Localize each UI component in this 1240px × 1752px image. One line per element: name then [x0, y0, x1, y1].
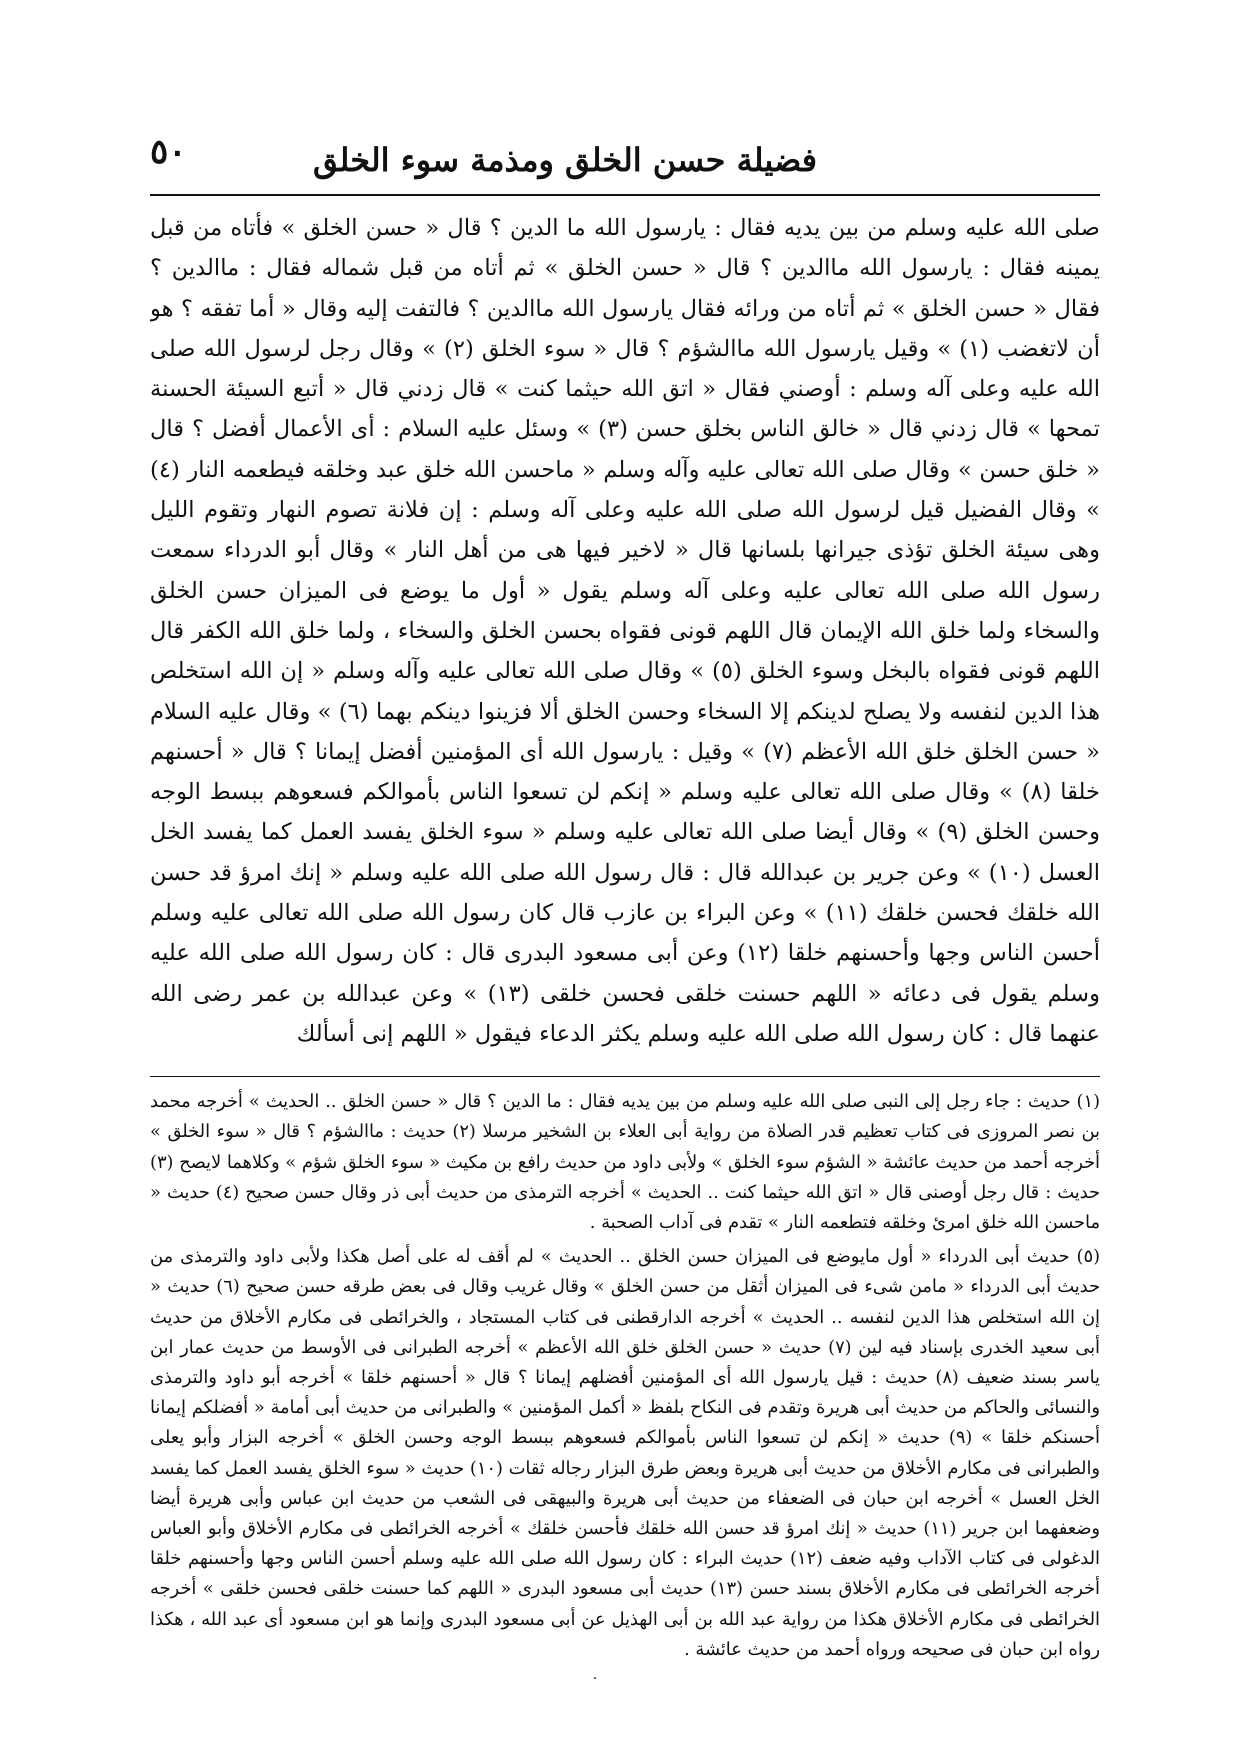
footnote-block-1: (١) حديث : جاء رجل إلى النبى صلى الله عليه وسلم من بين يديه فقال : ما الدين ؟ قال « حسن الخلق .. الحديث » أخرجه محمد بن نصر المروزى فى كتاب تعظيم قدر الصلاة من رواية أبى العلاء بن الشخير مرسلا (٢) حديث : ماالشؤم ؟ قال « سوء الخلق » أخرجه أحمد من حديث عائشة « الشؤم سوء الخلق » ولأبى داود من حديث رافع بن مكيث « سوء الخلق شؤم » وكلاهما لايصح (٣) حديث : قال رجل أوصنى قال « اتق الله حيثما كنت .. الحديث » أخرجه الترمذى من حديث أبى ذر وقال حسن صحيح (٤) حديث « ماحسن الله خلق امرئ وخلقه فتطعمه النار » تقدم فى آداب الصحبة .	[150, 1091, 1100, 1234]
footnote-separator	[150, 1076, 1100, 1077]
footnotes	[150, 1087, 1100, 1665]
header-rule	[150, 194, 1100, 196]
page-number: ٥٠	[150, 132, 187, 172]
main-text	[150, 208, 1100, 1054]
book-page	[150, 130, 1100, 1690]
page-header	[150, 130, 1100, 190]
running-title: فضيلة حسن الخلق ومذمة سوء الخلق	[312, 141, 818, 179]
main-paragraph: صلى الله عليه وسلم من بين يديه فقال : يارسول الله ما الدين ؟ قال « حسن الخلق » فأتاه من قبل يمينه فقال : يارسول الله ماالدين ؟ قال « حسن الخلق » ثم أتاه من قبل شماله فقال : ماالدين ؟ فقال « حسن الخلق » ثم أتاه من ورائه فقال يارسول الله ماالدين ؟ فالتفت إليه وقال « أما تفقه ؟ هو أن لاتغضب (١) » وقيل يارسول الله ماالشؤم ؟ قال « سوء الخلق (٢) » وقال رجل لرسول الله صلى الله عليه وعلى آله وسلم : أوصني فقال « اتق الله حيثما كنت » قال زدني قال « أتبع السيئة الحسنة تمحها » قال زدني قال « خالق الناس بخلق حسن (٣) » وسئل عليه السلام : أى الأعمال أفضل ؟ قال « خلق حسن » وقال صلى الله تعالى عليه وآله وسلم « ماحسن الله خلق عبد وخلقه فيطعمه النار (٤) » وقال الفضيل قيل لرسول الله صلى الله عليه وعلى آله وسلم : إن فلانة تصوم النهار وتقوم الليل وهى سيئة الخلق تؤذى جيرانها بلسانها قال « لاخير فيها هى من أهل النار » وقال أبو الدرداء سمعت رسول الله صلى الله تعالى عليه وعلى آله وسلم يقول « أول ما يوضع فى الميزان حسن الخلق والسخاء ولما خلق الله الإيمان قال اللهم قونى فقواه بحسن الخلق والسخاء ، ولما خلق الله الكفر قال اللهم قونى فقواه بالبخل وسوء الخلق (٥) » وقال صلى الله تعالى عليه وآله وسلم « إن الله استخلص هذا الدين لنفسه ولا يصلح لدينكم إلا السخاء وحسن الخلق ألا فزينوا دينكم بهما (٦) » وقال عليه السلام « حسن الخلق خلق الله الأعظم (٧) » وقيل : يارسول الله أى المؤمنين أفضل إيمانا ؟ قال « أحسنهم خلقا (٨) » وقال صلى الله تعالى عليه وسلم « إنكم لن تسعوا الناس بأموالكم فسعوهم ببسط الوجه وحسن الخلق (٩) » وقال أيضا صلى الله تعالى عليه وسلم « سوء الخلق يفسد العمل كما يفسد الخل العسل (١٠) » وعن جرير بن عبدالله قال : قال رسول الله صلى الله عليه وسلم « إنك امرؤ قد حسن الله خلقك فحسن خلقك (١١) » وعن البراء بن عازب قال كان رسول الله صلى الله تعالى عليه وسلم أحسن الناس وجها وأحسنهم خلقا (١٢) وعن أبى مسعود البدرى قال : كان رسول الله صلى الله عليه وسلم يقول فى دعائه « اللهم حسنت خلقى فحسن خلقى (١٣) » وعن عبدالله بن عمر رضى الله عنهما قال : كان رسول الله صلى الله عليه وسلم يكثر الدعاء فيقول « اللهم إنى أسألك	[150, 215, 1100, 1047]
footnote-block-2: (٥) حديث أبى الدرداء « أول مايوضع فى الميزان حسن الخلق .. الحديث » لم أقف له على أصل هكذا ولأبى داود والترمذى من حديث أبى الدرداء « مامن شىء فى الميزان أثقل من حسن الخلق » وقال غريب وقال فى بعض طرقه حسن صحيح (٦) حديث « إن الله استخلص هذا الدين لنفسه .. الحديث » أخرجه الدارقطنى فى كتاب المستجاد ، والخرائطى فى مكارم الأخلاق من حديث أبى سعيد الخدرى بإسناد فيه لين (٧) حديث « حسن الخلق خلق الله الأعظم » أخرجه الطبرانى فى الأوسط من حديث عمار ابن ياسر بسند ضعيف (٨) حديث : قيل يارسول الله أى المؤمنين أفضلهم إيمانا ؟ قال « أحسنهم خلقا » أخرجه أبو داود والترمذى والنسائى والحاكم من حديث أبى هريرة وتقدم فى النكاح بلفظ « أكمل المؤمنين » والطبرانى من حديث أبى أمامة « أفضلكم إيمانا أحسنكم خلقا » (٩) حديث « إنكم لن تسعوا الناس بأموالكم فسعوهم ببسط الوجه وحسن الخلق » أخرجه البزار وأبو يعلى والطبرانى فى مكارم الأخلاق من حديث أبى هريرة وبعض طرق البزار رجاله ثقات (١٠) حديث « سوء الخلق يفسد العمل كما يفسد الخل العسل » أخرجه ابن حبان فى الضعفاء من حديث أبى هريرة والبيهقى فى الشعب من حديث ابن عباس وأبى هريرة أيضا وضعفهما ابن جرير (١١) حديث « إنك امرؤ قد حسن الله خلقك فأحسن خلقك » أخرجه الخرائطى فى مكارم الأخلاق وأبو العباس الدغولى فى كتاب الآداب وفيه ضعف (١٢) حديث البراء : كان رسول الله صلى الله عليه وسلم أحسن الناس وجها وأحسنهم خلقا أخرجه الخرائطى فى مكارم الأخلاق بسند حسن (١٣) حديث أبى مسعود البدرى « اللهم كما حسنت خلقى فحسن خلقى » أخرجه الخرائطى فى مكارم الأخلاق هكذا من رواية عبد الله بن أبى الهذيل عن أبى مسعود البدرى وإنما هو ابن مسعود أى عبد الله ، هكذا رواه ابن حبان فى صحيحه ورواه أحمد من حديث عائشة .	[150, 1246, 1100, 1660]
bottom-mark: ٠	[591, 1670, 599, 1687]
